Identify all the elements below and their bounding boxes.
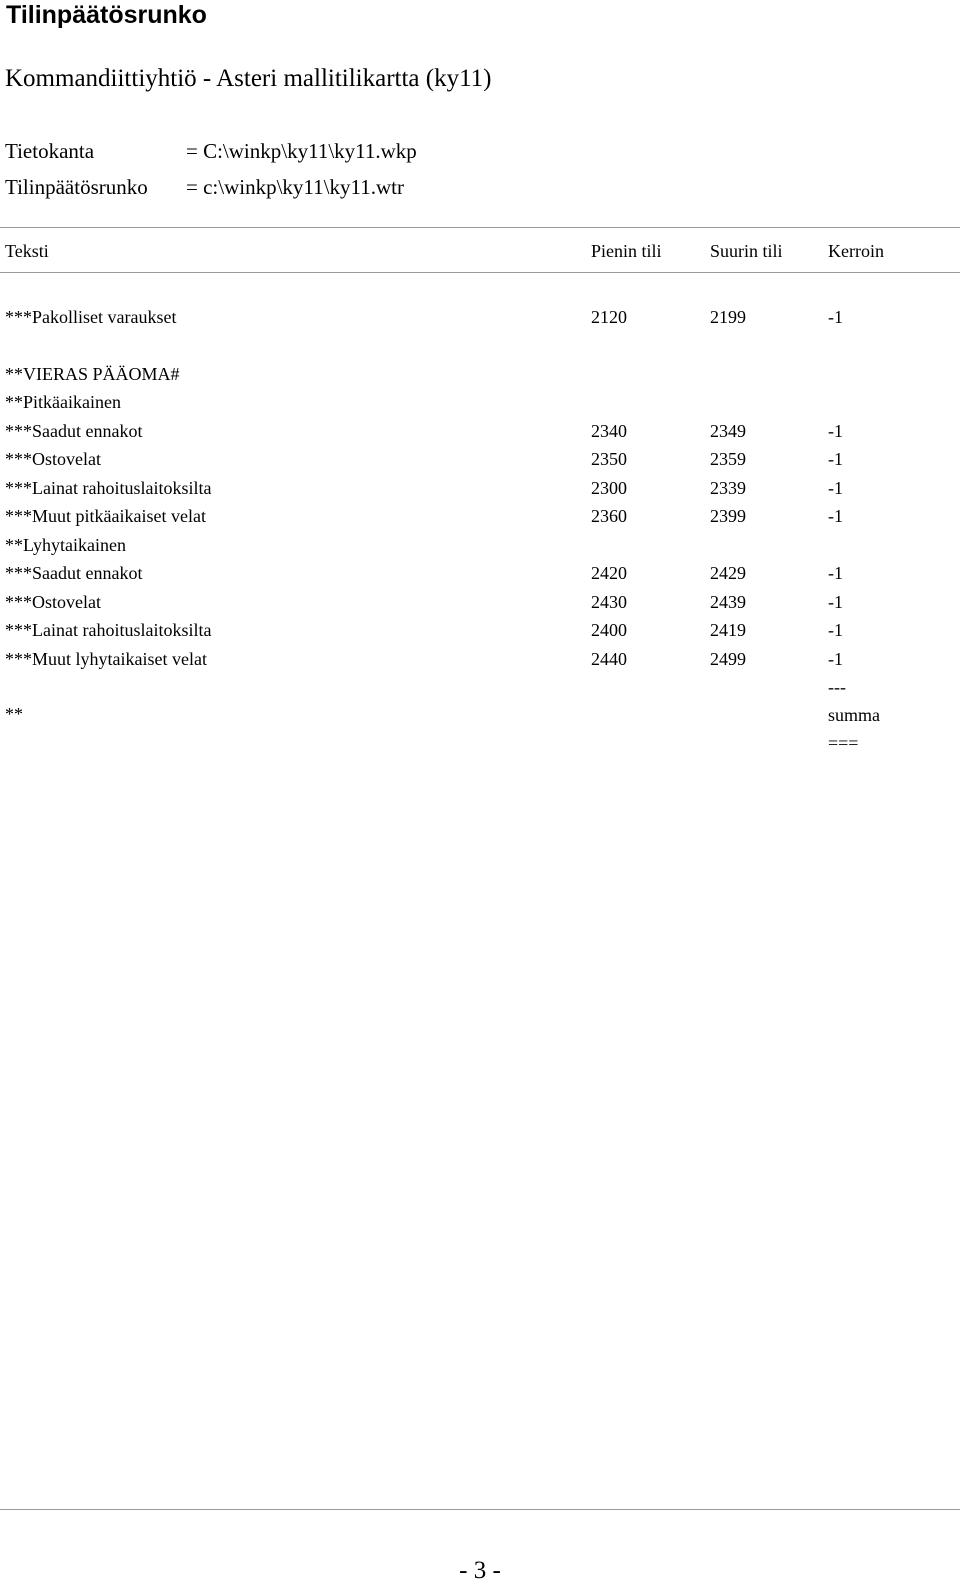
column-header-factor: Kerroin [828,241,884,261]
row-factor: -1 [828,592,843,612]
row-min-account: 2300 [591,478,627,498]
row-min-account: 2350 [591,449,627,469]
row-min-account: 2420 [591,563,627,583]
header-bottom-rule [0,272,960,273]
row-text: ***Lainat rahoituslaitoksilta [5,620,212,640]
column-header-max-account: Suurin tili [710,241,783,261]
row-min-account: 2360 [591,506,627,526]
footer-rule [0,1509,960,1510]
row-text: ***Saadut ennakot [5,563,143,583]
meta-template-value: = c:\winkp\ky11\ky11.wtr [186,175,404,199]
row-factor: -1 [828,506,843,526]
summary-label: summa [828,705,880,725]
row-max-account: 2349 [710,421,746,441]
row-text: ***Muut lyhytaikaiset velat [5,649,207,669]
summary-row-text: ** [5,704,23,724]
meta-template-label: Tilinpäätösrunko [5,175,148,199]
row-max-account: 2439 [710,592,746,612]
row-text: ***Lainat rahoituslaitoksilta [5,478,212,498]
meta-database-value: = C:\winkp\ky11\ky11.wkp [186,139,417,163]
row-max-account: 2419 [710,620,746,640]
row-min-account: 2430 [591,592,627,612]
row-factor: -1 [828,649,843,669]
page-number: - 3 - [459,1557,501,1584]
row-max-account: 2429 [710,563,746,583]
row-text: ***Muut pitkäaikaiset velat [5,506,206,526]
row-max-account: 2499 [710,649,746,669]
row-text: **VIERAS PÄÄOMA# [5,364,180,384]
row-factor: -1 [828,563,843,583]
row-text: ***Saadut ennakot [5,421,143,441]
row-factor: -1 [828,449,843,469]
row-min-account: 2440 [591,649,627,669]
row-text: **Pitkäaikainen [5,392,121,412]
meta-database-label: Tietokanta [5,139,95,163]
document-subtitle: Kommandiittiyhtiö - Asteri mallitilikartta (ky11) [5,65,492,92]
row-min-account: 2120 [591,307,627,327]
row-factor: -1 [828,620,843,640]
document-title: Tilinpäätösrunko [6,1,207,29]
row-factor: -1 [828,421,843,441]
row-max-account: 2199 [710,307,746,327]
header-top-rule [0,227,960,228]
row-max-account: 2339 [710,478,746,498]
row-min-account: 2340 [591,421,627,441]
row-text: ***Ostovelat [5,592,101,612]
row-max-account: 2359 [710,449,746,469]
row-factor: -1 [828,307,843,327]
summary-line-below: === [828,733,859,753]
row-factor: -1 [828,478,843,498]
row-min-account: 2400 [591,620,627,640]
column-header-text: Teksti [5,241,49,261]
column-header-min-account: Pienin tili [591,241,662,261]
row-text: **Lyhytaikainen [5,535,126,555]
summary-line-above: --- [828,677,846,697]
row-max-account: 2399 [710,506,746,526]
row-text: ***Ostovelat [5,449,101,469]
row-text: ***Pakolliset varaukset [5,307,177,327]
